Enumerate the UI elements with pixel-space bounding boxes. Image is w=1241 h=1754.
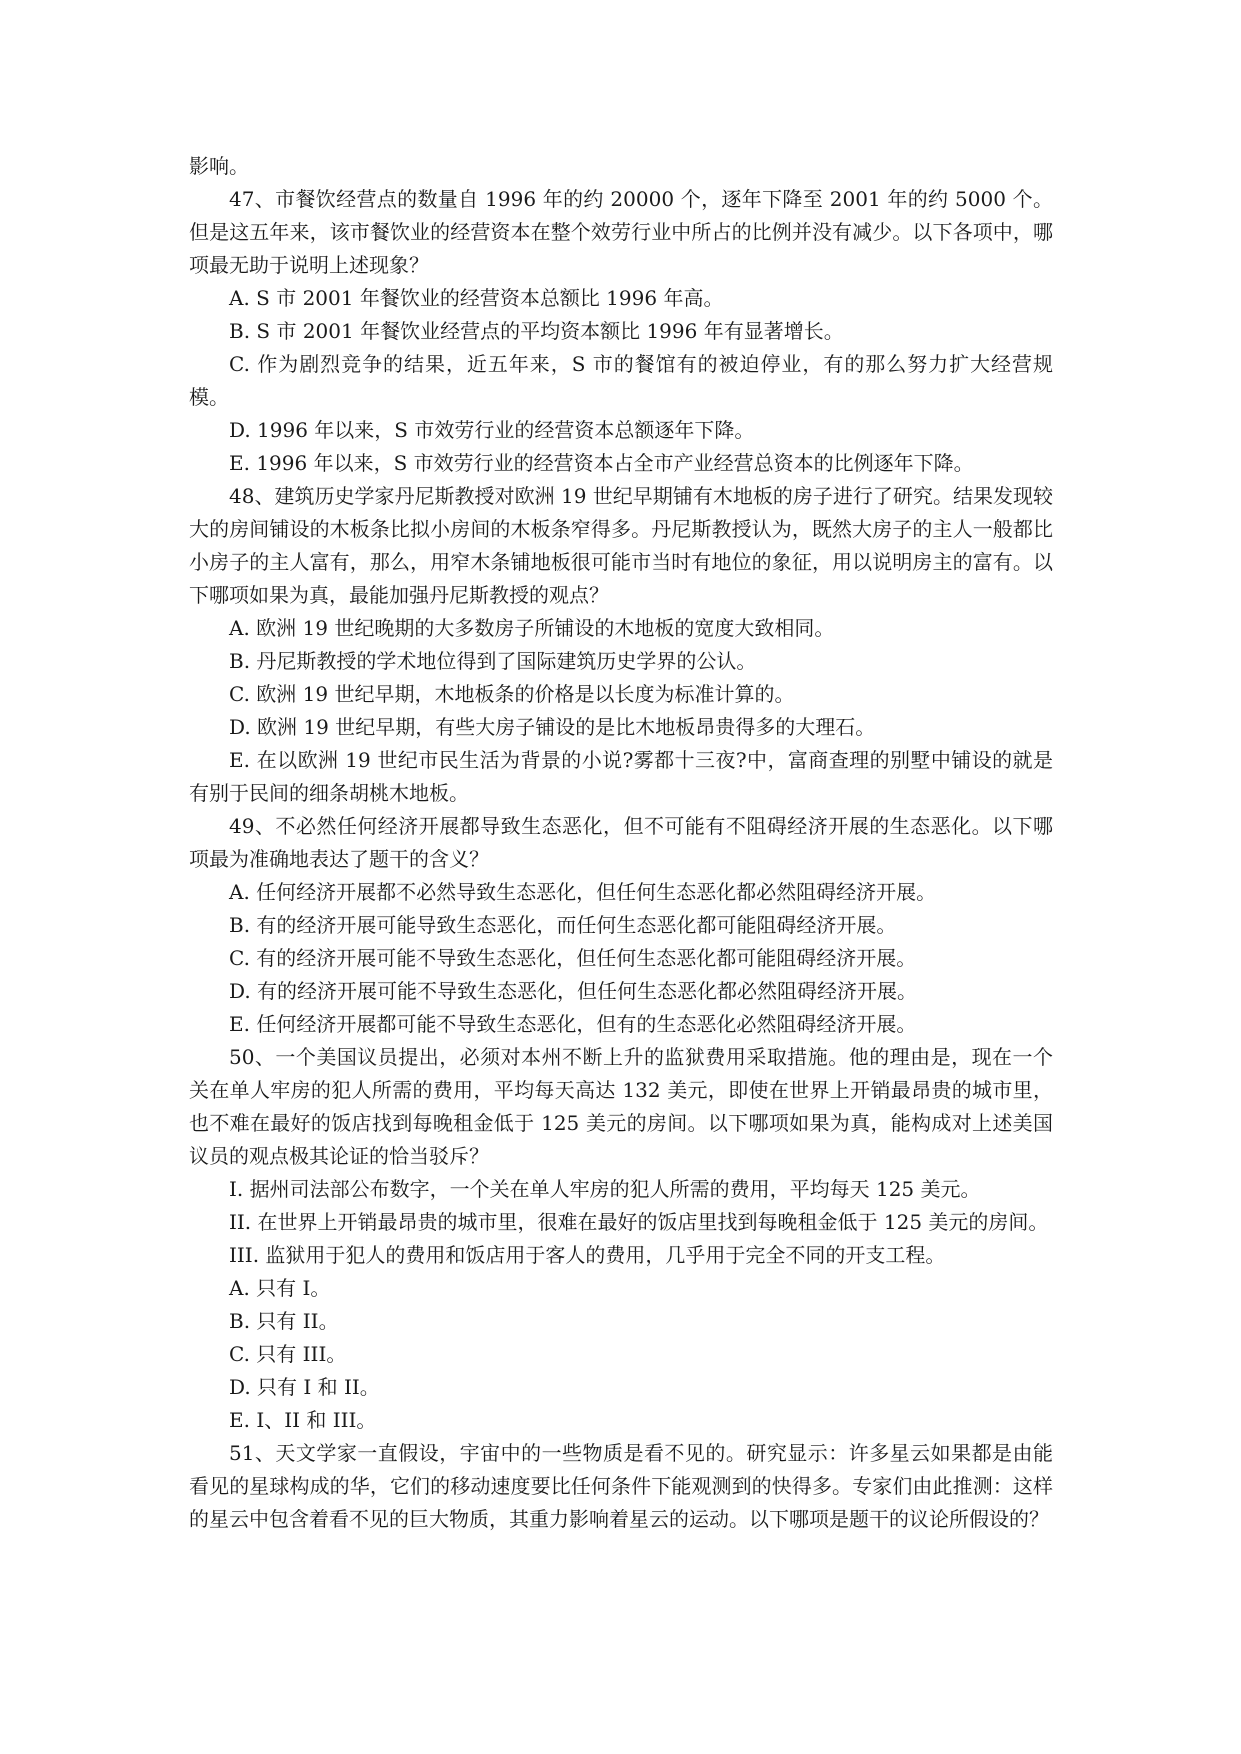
document-page xyxy=(189,150,1053,1536)
question-47-option-a: A. S 市 2001 年餐饮业的经营资本总额比 1996 年高。 xyxy=(229,286,724,310)
question-48-option-b: B. 丹尼斯教授的学术地位得到了国际建筑历史学界的公认。 xyxy=(229,649,757,673)
question-50-statement-i: I. 据州司法部公布数字，一个关在单人牢房的犯人所需的费用，平均每天 125 美元。 xyxy=(229,1177,981,1201)
question-50-option-d: D. 只有 I 和 II。 xyxy=(229,1375,380,1399)
question-49-stem: 49、不必然任何经济开展都导致生态恶化，但不可能有不阻碍经济开展的生态恶化。以下哪项最为准确地表达了题干的含义？ xyxy=(189,814,1053,871)
question-49-option-d: D. 有的经济开展可能不导致生态恶化，但任何生态恶化都必然阻碍经济开展。 xyxy=(229,979,918,1003)
question-47-option-c: C. 作为剧烈竞争的结果，近五年来，S 市的餐馆有的被迫停业，有的那么努力扩大经营规模。 xyxy=(189,352,1053,409)
question-47-option-e: E. 1996 年以来，S 市效劳行业的经营资本占全市产业经营总资本的比例逐年下降。 xyxy=(229,451,974,475)
question-49-option-c: C. 有的经济开展可能不导致生态恶化，但任何生态恶化都可能阻碍经济开展。 xyxy=(229,946,917,970)
question-49-option-a: A. 任何经济开展都不必然导致生态恶化，但任何生态恶化都必然阻碍经济开展。 xyxy=(229,880,937,904)
question-50-option-a: A. 只有 I。 xyxy=(229,1276,331,1300)
question-48-option-e: E. 在以欧洲 19 世纪市民生活为背景的小说?雾都十三夜?中，富商查理的别墅中铺设的就是有别于民间的细条胡桃木地板。 xyxy=(189,748,1053,805)
paragraph: 影响。 xyxy=(189,154,249,178)
question-47-option-b: B. S 市 2001 年餐饮业经营点的平均资本额比 1996 年有显著增长。 xyxy=(229,319,844,343)
question-48-stem: 48、建筑历史学家丹尼斯教授对欧洲 19 世纪早期铺有木地板的房子进行了研究。结果发现较大的房间铺设的木板条比拟小房间的木板条窄得多。丹尼斯教授认为，既然大房子的主人一般都比小房子的主人富有，那么，用窄木条铺地板很可能市当时有地位的象征，用以说明房主的富有。以下哪项如果为真，最能加强丹尼斯教授的观点？ xyxy=(189,484,1053,607)
question-47-stem: 47、市餐饮经营点的数量自 1996 年的约 20000 个，逐年下降至 2001 年的约 5000 个。但是这五年来，该市餐饮业的经营资本在整个效劳行业中所占的比例并没有减少。以下各项中，哪项最无助于说明上述现象？ xyxy=(189,187,1053,277)
question-50-option-c: C. 只有 III。 xyxy=(229,1342,347,1366)
question-50-option-b: B. 只有 II。 xyxy=(229,1309,339,1333)
question-49-option-e: E. 任何经济开展都可能不导致生态恶化，但有的生态恶化必然阻碍经济开展。 xyxy=(229,1012,917,1036)
question-48-option-d: D. 欧洲 19 世纪早期，有些大房子铺设的是比木地板昂贵得多的大理石。 xyxy=(229,715,876,739)
question-50-statement-iii: III. 监狱用于犯人的费用和饭店用于客人的费用，几乎用于完全不同的开支工程。 xyxy=(229,1243,946,1267)
question-51-stem: 51、天文学家一直假设，宇宙中的一些物质是看不见的。研究显示：许多星云如果都是由能看见的星球构成的华，它们的移动速度要比任何条件下能观测到的快得多。专家们由此推测：这样的星云中包含着看不见的巨大物质，其重力影响着星云的运动。以下哪项是题干的议论所假设的？ xyxy=(189,1441,1053,1531)
question-50-option-e: E. I、II 和 III。 xyxy=(229,1408,377,1432)
question-48-option-a: A. 欧洲 19 世纪晚期的大多数房子所铺设的木地板的宽度大致相同。 xyxy=(229,616,835,640)
question-50-stem: 50、一个美国议员提出，必须对本州不断上升的监狱费用采取措施。他的理由是，现在一个关在单人牢房的犯人所需的费用，平均每天高达 132 美元，即使在世界上开销最昂贵的城市里，也不难在最好的饭店找到每晚租金低于 125 美元的房间。以下哪项如果为真，能构成对上述美国议员的观点极其论证的恰当驳斥？ xyxy=(189,1045,1053,1168)
question-50-statement-ii: II. 在世界上开销最昂贵的城市里，很难在最好的饭店里找到每晚租金低于 125 美元的房间。 xyxy=(229,1210,1049,1234)
question-48-option-c: C. 欧洲 19 世纪早期，木地板条的价格是以长度为标准计算的。 xyxy=(229,682,795,706)
question-49-option-b: B. 有的经济开展可能导致生态恶化，而任何生态恶化都可能阻碍经济开展。 xyxy=(229,913,897,937)
question-47-option-d: D. 1996 年以来，S 市效劳行业的经营资本总额逐年下降。 xyxy=(229,418,755,442)
